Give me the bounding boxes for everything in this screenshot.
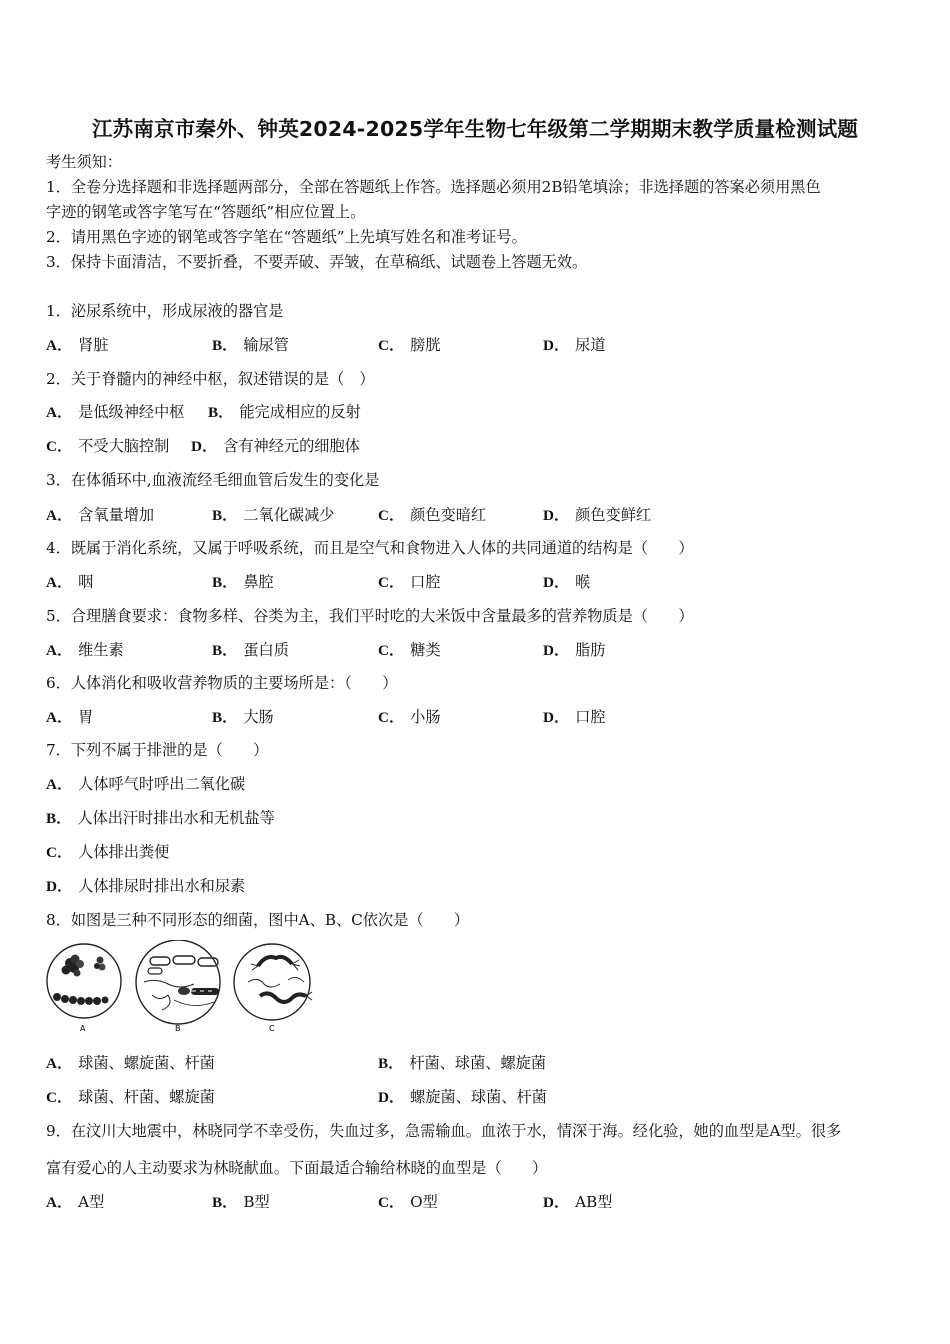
bacteria-figure [44,940,316,1036]
option-d[interactable]: D． 人体排尿时排出水和尿素 [46,877,246,895]
option-a[interactable]: A． 球菌、螺旋菌、杆菌 [46,1054,215,1072]
notice-item: 3．保持卡面清洁，不要折叠，不要弄破、弄皱，在草稿纸、试题卷上答题无效。 [46,253,588,271]
option-c[interactable]: C． 糖类 [378,641,441,659]
bacteria-spirilla-image [234,944,312,1020]
option-c[interactable]: C． 球菌、杆菌、螺旋菌 [46,1088,215,1106]
question-stem: 4．既属于消化系统，又属于呼吸系统，而且是空气和食物进入人体的共同通道的结构是（ ） [46,539,694,557]
option-b[interactable]: B． 杆菌、球菌、螺旋菌 [378,1054,547,1072]
option-d[interactable]: D． AB型 [543,1193,613,1211]
option-b[interactable]: B． 人体出汗时排出水和无机盐等 [46,809,275,827]
notice-item: 字迹的钢笔或答字笔写在“答题纸”相应位置上。 [46,203,366,221]
option-b[interactable]: B． 鼻腔 [212,573,274,591]
option-c[interactable]: C． 小肠 [378,708,441,726]
option-c[interactable]: C． 膀胱 [378,336,441,354]
figure-label-b: B [175,1024,181,1033]
option-d[interactable]: D． 喉 [543,573,591,591]
option-b[interactable]: B． 大肠 [212,708,274,726]
notice-item: 1．全卷分选择题和非选择题两部分，全部在答题纸上作答。选择题必须用2B铅笔填涂；非选择题的答案必须用黑色 [46,178,821,196]
option-a[interactable]: A． 维生素 [46,641,124,659]
option-a[interactable]: A． 含氧量增加 [46,506,155,524]
option-c[interactable]: C． 不受大脑控制 [46,437,170,455]
figure-label-c: C [269,1024,275,1033]
notice-item: 2．请用黑色字迹的钢笔或答字笔在“答题纸”上先填写姓名和准考证号。 [46,228,527,246]
option-b[interactable]: B． 蛋白质 [212,641,289,659]
question-stem: 1．泌尿系统中，形成尿液的器官是 [46,302,284,320]
page-title: 江苏南京市秦外、钟英2024-2025学年生物七年级第二学期期末教学质量检测试题 [91,117,859,141]
option-c[interactable]: C． 颜色变暗红 [378,506,487,524]
option-a[interactable]: A． 咽 [46,573,94,591]
option-d[interactable]: D． 颜色变鲜红 [543,506,652,524]
option-a[interactable]: A． 是低级神经中枢 [46,403,185,421]
option-d[interactable]: D． 尿道 [543,336,606,354]
question-stem: 9．在汶川大地震中，林晓同学不幸受伤，失血过多，急需输血。血浓于水，情深于海。经化验，她的血型是A型。很多 [46,1122,842,1140]
figure-label-a: A [80,1024,86,1033]
notice-heading: 考生须知： [46,153,122,171]
option-d[interactable]: D． 含有神经元的细胞体 [191,437,360,455]
option-b[interactable]: B． B型 [212,1193,270,1211]
option-c[interactable]: C． O型 [378,1193,438,1211]
question-stem: 2．关于脊髓内的神经中枢，叙述错误的是（ ） [46,370,375,388]
question-stem: 6．人体消化和吸收营养物质的主要场所是：（ ） [46,674,398,692]
question-stem: 5．合理膳食要求：食物多样、谷类为主，我们平时吃的大米饭中含量最多的营养物质是（ ） [46,607,694,625]
option-b[interactable]: B． 二氧化碳减少 [212,506,335,524]
bacteria-cocci-image [47,944,121,1018]
option-d[interactable]: D． 脂肪 [543,641,606,659]
option-a[interactable]: A． 肾脏 [46,336,109,354]
question-stem-continued: 富有爱心的人主动要求为林晓献血。下面最适合输给林晓的血型是（ ） [46,1159,548,1177]
option-a[interactable]: A． 人体呼气时呼出二氧化碳 [46,775,246,793]
option-a[interactable]: A． 胃 [46,708,94,726]
option-a[interactable]: A． A型 [46,1193,105,1211]
option-c[interactable]: C． 人体排出粪便 [46,843,170,861]
option-b[interactable]: B． 能完成相应的反射 [208,403,361,421]
option-b[interactable]: B． 输尿管 [212,336,289,354]
option-d[interactable]: D． 螺旋菌、球菌、杆菌 [378,1088,547,1106]
question-stem: 8．如图是三种不同形态的细菌，图中A、B、C依次是（ ） [46,911,470,929]
bacteria-bacilli-image [136,940,220,1024]
question-stem: 3．在体循环中,血液流经毛细血管后发生的变化是 [46,471,380,489]
question-stem: 7．下列不属于排泄的是（ ） [46,741,269,759]
option-c[interactable]: C． 口腔 [378,573,441,591]
option-d[interactable]: D． 口腔 [543,708,606,726]
